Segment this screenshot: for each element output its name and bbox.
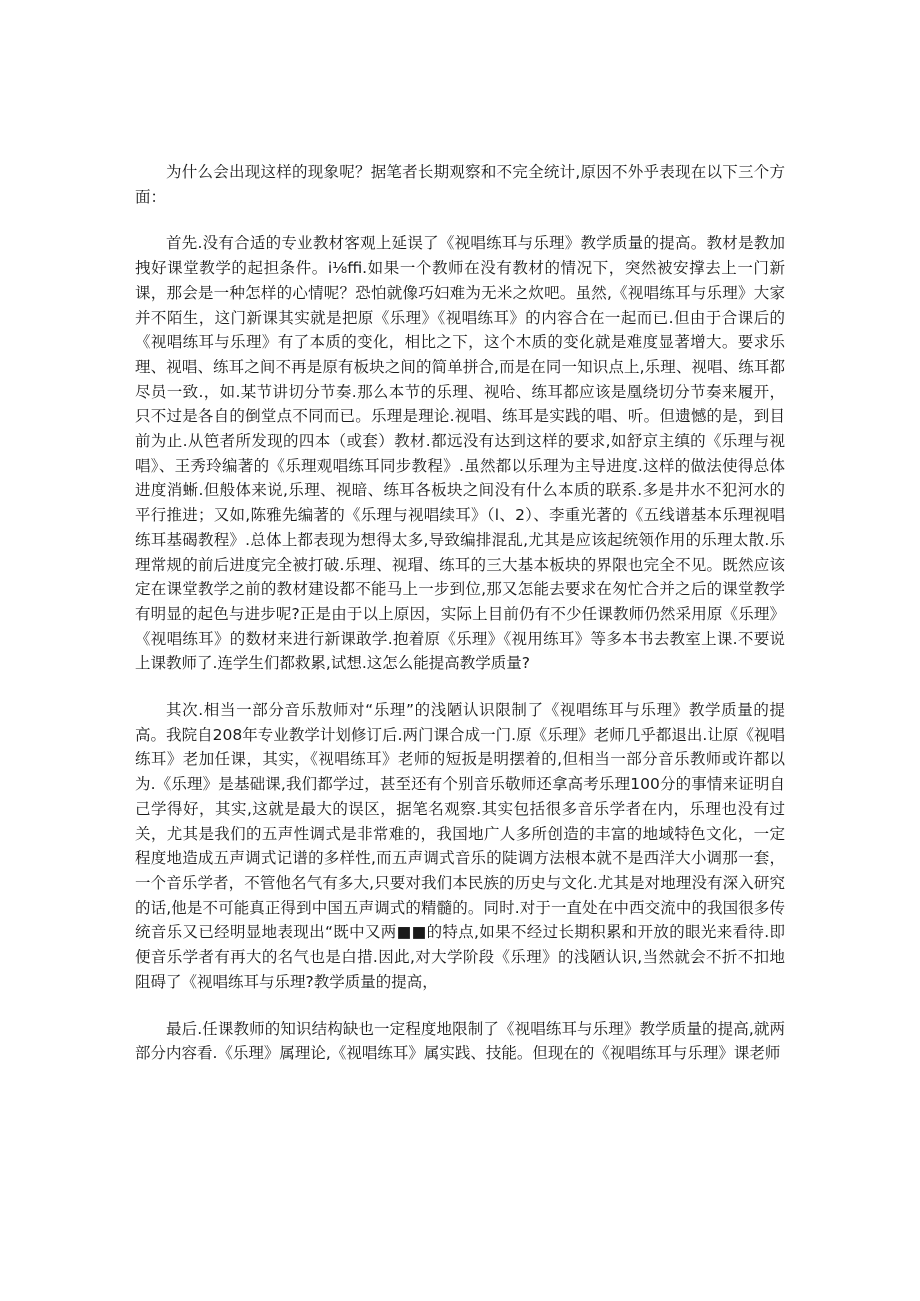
paragraph-third-reason: 最后.任课教师的知识结构缺也一定程度地限制了《视唱练耳与乐理》教学质量的提高,就两部分内容看.《乐理》属理论,《视唱练耳》属实践、技能。但现在的《视唱练耳与乐理》课老师	[135, 1019, 785, 1063]
paragraph-first-reason: 首先.没有合适的专业教材客观上延误了《视唱练耳与乐理》教学质量的提高。教材是教加拽好课堂教学的起担条件。i⅛ffi.如果一个教师在没有教材的情况下，突然被安撑去上一门新课，那会是一种怎样的心情呢？恐怕就像巧妇难为无米之炊吧。虽然,《视唱练耳与乐理》大家并不陌生，这门新课其实就是把原《乐理》《视唱练耳》的内容合在一起而已.但由于合课后的《视唱练耳与乐理》有了本质的变化，相比之下，这个木质的变化就是难度显著增大。要求乐理、视唱、练耳之间不再是原有板块之间的简单拼合,而是在同一知识点上,乐理、视唱、练耳都尽员一致.，如.某节讲切分节奏.那么本节的乐理、视哈、练耳都应该是凰绕切分节奏来履开，只不过是各自的倒堂点不同而已。乐理是理论.视唱、练耳是实践的唱、听。但遗憾的是，到目前为止.从笆者所发现的四本（或套）教材.都远没有达到这样的要求,如舒京主缜的《乐理与视唱》、王秀玲编著的《乐理观唱练耳同步教程》.虽然都以乐理为主导进度.这样的做法使得总体进度消蜥.但般体来说,乐理、视暗、练耳各板块之间没有什么本质的联系.多是井水不犯河水的平行推进；又如,陈雅先编著的《乐理与视唱续耳》（l、2）、李重光著的《五线谱基本乐理视唱练耳基碣教程》.总体上都表现为想得太多,导致编排混乱,尤其是应该起统领作用的乐理太散.乐理常规的前后进度完全被打破.乐理、视瑁、练耳的三大基本板块的界限也完全不见。既然应该定在课堂教学之前的教材建设都不能马上一步到位,那又怎能去要求在匆忙合并之后的课堂教学有明显的起色与进步呢?正是由于以上原因，实际上目前仍有不少任课教师仍然采用原《乐理》《视唱练耳》的数材来进行新课敢学.抱着原《乐理》《视用练耳》等多本书去教室上课.不要说上课教师了.连学生们都救累,试想.这怎么能提高教学质量?	[135, 234, 785, 673]
paragraph-intro: 为什么会出现这样的现象呢？据笔者长期观察和不完全统计,原因不外乎表现在以下三个方面：	[135, 163, 785, 206]
paragraph-second-reason: 其次.相当一部分音乐敖师对“乐理”的浅陋认识限制了《视唱练耳与乐理》教学质量的提高。我院自208年专业教学计划修订后.两门课合成一门.原《乐理》老师几乎都退出.让原《视唱练耳》老加任课，其实，《视唱练耳》老师的短扳是明摆着的,但相当一部分音乐教师或许都以为.《乐理》是基础课,我们都学过，甚至还有个别音乐敬师还拿高考乐理100分的事情来证明自己学得好，其实,这就是最大的误区，据笔名观察.其实包括很多音乐学者在内，乐理也没有过关，尤其是我们的五声性调式是非常难的，我国地广人多所创造的丰富的地域特色文化，一定程度地造成五声调式记谱的多样性,而五声调式音乐的陡调方法根本就不是西洋大小调那一套，一个音乐学者，不管他名气有多大,只要对我们本民族的历史与文化.尤其是对地理没有深入研究的话,他是不可能真正得到中国五声调式的精髓的。同时.对于一直处在中西交流中的我国很多传统音乐又已经明显地表现出“既中又两■■的特点,如果不经过长期积累和开放的眼光来看待.即便音乐学者有再大的名气也是白措.因此,对大学阶段《乐理》的浅陋认识,当然就会不折不扣地阻碍了《视唱练耳与乐理?教学质量的提高，	[135, 701, 785, 991]
document-body	[135, 160, 785, 1066]
